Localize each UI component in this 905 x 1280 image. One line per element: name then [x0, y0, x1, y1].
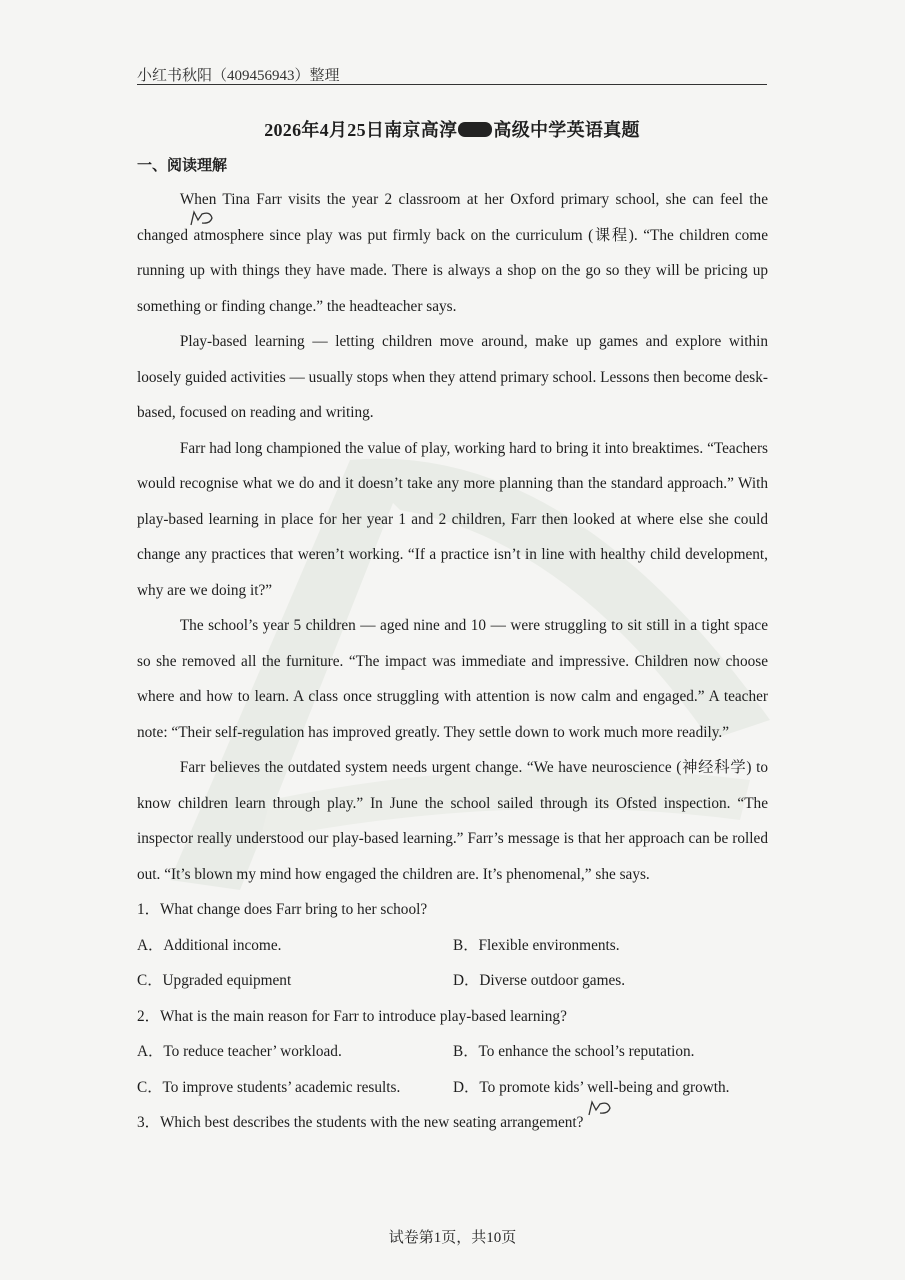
section-heading: 一、阅读理解	[137, 158, 228, 174]
pen-scribble-mark	[188, 208, 216, 228]
paragraph-4: The school’s year 5 children — aged nine and 10 — were struggling to sit still in a tight space so she removed all the furniture. “The impact was immediate and impressive. Children now choose where and how to learn. A class once struggling with attention is now calm and engaged.” A teacher note: “Their self-regulation has improved greatly. They settle down to work much more readily.”	[137, 617, 768, 741]
pen-scribble-mark	[586, 1098, 614, 1118]
paragraph-5: Farr believes the outdated system needs urgent change. “We have neuroscience (神经科学) to know children learn through play.” In June the school sailed through its Ofsted inspection. “The inspector really understood our play-based learning.” Farr’s message is that her approach can be rolled out. “It’s blown my mind how engaged the children are. It’s phenomenal,” she says.	[137, 759, 768, 883]
q2-option-c: C．To improve students’ academic results.	[137, 1078, 401, 1096]
title-after: 高级中学英语真题	[493, 120, 640, 140]
q1-option-a: A．Additional income.	[137, 936, 282, 954]
header-note: 小红书秋阳（409456943）整理	[137, 68, 340, 84]
redaction-mark	[458, 122, 492, 137]
paragraph-2: Play-based learning — letting children move around, make up games and explore within loosely guided activities — usually stops when they attend primary school. Lessons then become desk-based, focused on reading and writing.	[137, 333, 768, 421]
q1-option-c: C．Upgraded equipment	[137, 972, 292, 989]
question-1-options-row-2	[137, 963, 768, 999]
q1-option-b: B．Flexible environments.	[453, 936, 620, 954]
q2-option-b: B．To enhance the school’s reputation.	[453, 1043, 695, 1060]
paragraph-3: Farr had long championed the value of play, working hard to bring it into breaktimes. “Teachers would recognise what we do and it doesn’t take any more planning than the standard approach.” With play-based learning in place for her year 1 and 2 children, Farr then looked at where else she could change any practices that weren’t working. “If a practice isn’t in line with healthy child development, why are we doing it?”	[137, 439, 768, 599]
header-rule	[137, 84, 767, 85]
question-2-options-row-1	[137, 1034, 768, 1070]
question-2-options-row-2	[137, 1070, 768, 1106]
question-1-options-row-1	[137, 928, 768, 964]
page-title	[137, 116, 767, 142]
question-3-stem: 3．Which best describes the students with the new seating arrangement?	[137, 1114, 584, 1131]
question-2-stem: 2．What is the main reason for Farr to introduce play-based learning?	[137, 1007, 567, 1025]
q2-option-d: D．To promote kids’ well-being and growth.	[453, 1078, 730, 1096]
paragraph-1: When Tina Farr visits the year 2 classroom at her Oxford primary school, she can feel the changed atmosphere since play was put firmly back on the curriculum (课程). “The children come running up with things they have made. There is always a shop on the go so they will be pricing up something or finding change.” the headteacher says.	[137, 191, 768, 315]
q1-option-d: D．Diverse outdoor games.	[453, 972, 626, 989]
q2-option-a: A．To reduce teacher’ workload.	[137, 1043, 342, 1060]
reading-passage	[137, 182, 768, 1141]
page-footer: 试卷第1页，共10页	[388, 1230, 517, 1246]
title-before: 2026年4月25日南京高淳	[264, 120, 458, 140]
question-1-stem: 1．What change does Farr bring to her school?	[137, 901, 428, 918]
